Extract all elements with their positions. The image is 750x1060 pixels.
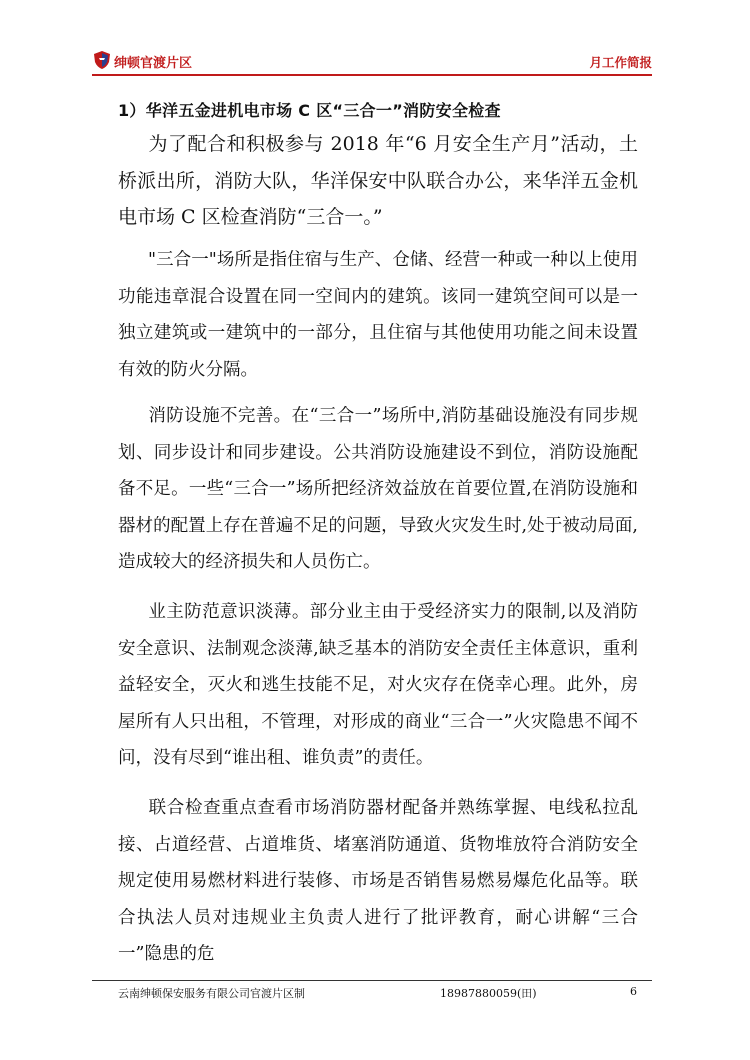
shield-logo-icon (92, 50, 112, 70)
org-name: 绅顿官渡片区 (114, 56, 193, 71)
page-header (92, 50, 652, 72)
paragraph-5-text: 联合检查重点查看市场消防器材配备并熟练掌握、电线私拉乱接、占道经营、占道堆货、堵塞消防通道、货物堆放符合消防安全规定使用易燃材料进行装修、市场是否销售易燃易爆危化品等。联合执法人员对违规业主负责人进行了批评教育，耐心讲解“三合一”隐患的危 (118, 798, 638, 964)
paragraph-2 (118, 242, 638, 388)
paragraph-1 (118, 126, 638, 236)
footer-company: 云南绅顿保安服务有限公司官渡片区制 (118, 987, 305, 1000)
paragraph-4 (118, 594, 638, 777)
paragraph-1-text: 为了配合和积极参与 2018 年“6 月安全生产月”活动，土桥派出所，消防大队，华洋保安中队联合办公，来华洋五金机电市场 C 区检查消防“三合一。” (118, 133, 638, 228)
report-title: 月工作简报 (589, 55, 652, 70)
page-number: 6 (630, 985, 637, 998)
paragraph-3 (118, 398, 638, 581)
paragraph-4-text: 业主防范意识淡薄。部分业主由于受经济实力的限制,以及消防安全意识、法制观念淡薄,缺乏基本的消防安全责任主体意识，重利益轻安全，灭火和逃生技能不足，对火灾存在侥幸心理。此外，房屋所有人只出租，不管理，对形成的商业“三合一”火灾隐患不闻不问，没有尽到“谁出租、谁负责”的责任。 (118, 602, 638, 768)
paragraph-2-text: "三合一"场所是指住宿与生产、仓储、经营一种或一种以上使用功能违章混合设置在同一空间内的建筑。该同一建筑空间可以是一独立建筑或一建筑中的一部分，且住宿与其他使用功能之间未设置有效的防火分隔。 (118, 250, 638, 380)
paragraph-3-text: 消防设施不完善。在“三合一”场所中,消防基础设施没有同步规划、同步设计和同步建设。公共消防设施建设不到位，消防设施配备不足。一些“三合一”场所把经济效益放在首要位置,在消防设施和器材的配置上存在普遍不足的问题，导致火灾发生时,处于被动局面,造成较大的经济损失和人员伤亡。 (118, 406, 638, 572)
header-divider (92, 74, 652, 76)
footer-divider (92, 980, 652, 981)
section-title: 1）华洋五金进机电市场 C 区“三合一”消防安全检查 (118, 101, 501, 120)
paragraph-5 (118, 790, 638, 973)
footer-phone: 18987880059(田) (440, 987, 537, 1000)
